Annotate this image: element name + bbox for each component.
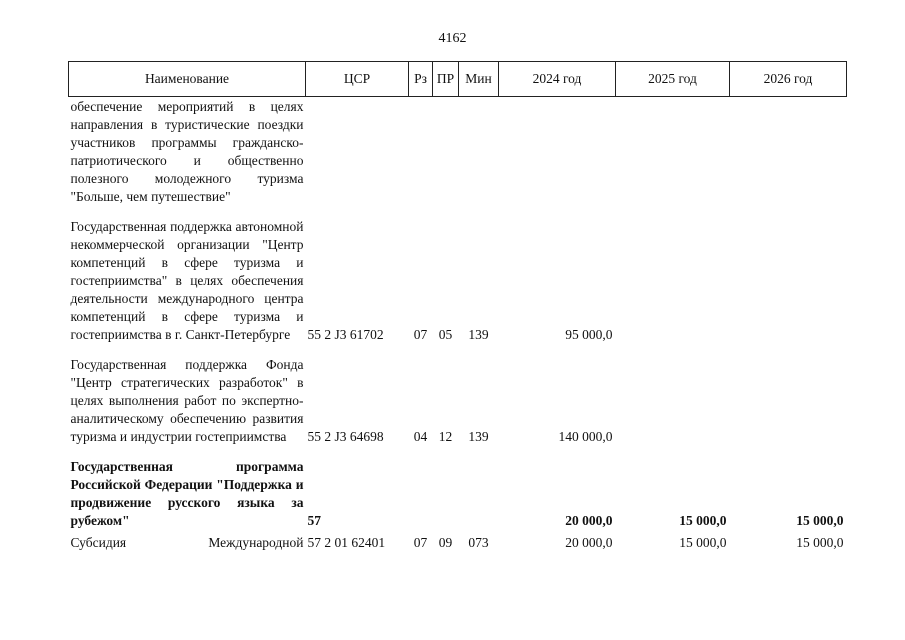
row-csr: 55 2 J3 61702 (307, 327, 384, 342)
row-name-left: Субсидия (70, 535, 127, 550)
table-header-row (69, 62, 847, 97)
row-name (69, 534, 306, 552)
row-rz: 04 (413, 429, 428, 444)
row-pr (433, 458, 459, 530)
row-min (459, 458, 499, 530)
row-rz (409, 458, 433, 530)
row-rz (409, 97, 433, 207)
header-rz: Рз (409, 62, 433, 97)
row-min: 139 (468, 429, 489, 444)
row-2026 (730, 97, 847, 207)
row-2024 (499, 97, 616, 207)
row-csr: 57 2 01 62401 (307, 535, 386, 550)
row-name: Государственная программа Российской Федерации "Поддержка и продвижение русского языка за рубежом" (70, 459, 304, 528)
row-2024: 140 000,0 (558, 429, 613, 444)
budget-table (68, 61, 847, 552)
table-row (69, 356, 847, 446)
row-2025: 15 000,0 (679, 535, 727, 550)
header-csr: ЦСР (306, 62, 409, 97)
row-2026: 15 000,0 (796, 513, 844, 528)
header-min: Мин (459, 62, 499, 97)
row-name: Государственная поддержка Фонда "Центр стратегических разработок" в целях выполнения работ по экспертно-аналитическому обеспечению развития туризма и индустрии гостеприимства (70, 357, 304, 444)
row-pr: 09 (438, 535, 453, 550)
row-rz: 07 (413, 535, 428, 550)
header-2025: 2025 год (616, 62, 730, 97)
row-2026 (730, 218, 847, 344)
row-pr: 12 (438, 429, 453, 444)
row-name: обеспечение мероприятий в целях направления в туристические поездки участников программы гражданско-патриотического и общественно полезного молодежного туризма "Больше, чем путешествие" (70, 99, 304, 204)
row-csr (306, 97, 409, 207)
row-min: 139 (468, 327, 489, 342)
header-2026: 2026 год (730, 62, 847, 97)
row-2026: 15 000,0 (796, 535, 844, 550)
row-2025: 15 000,0 (679, 513, 727, 528)
row-2024: 95 000,0 (565, 327, 613, 342)
header-name: Наименование (69, 62, 306, 97)
page-number: 4162 (438, 31, 467, 46)
row-name: Государственная поддержка автономной некоммерческой организации "Центр компетенций в сфере туризма и гостеприимства" в целях обеспечения деятельности международного центра компетенций в сфере туризма и гостеприимства в г. Санкт-Петербурге (70, 219, 304, 342)
row-2025 (616, 356, 730, 446)
row-csr: 57 (307, 513, 321, 528)
row-name-right: Международной (208, 535, 304, 550)
header-pr: ПР (433, 62, 459, 97)
row-min (459, 97, 499, 207)
row-pr (433, 97, 459, 207)
table-row-program (69, 458, 847, 530)
table-row (69, 534, 847, 552)
table-row (69, 97, 847, 207)
row-2024: 20 000,0 (565, 513, 613, 528)
row-2024: 20 000,0 (565, 535, 613, 550)
row-2025 (616, 97, 730, 207)
row-2025 (616, 218, 730, 344)
table-row (69, 218, 847, 344)
row-min: 073 (468, 535, 489, 550)
row-pr: 05 (438, 327, 453, 342)
row-2026 (730, 356, 847, 446)
row-csr: 55 2 J3 64698 (307, 429, 384, 444)
header-2024: 2024 год (499, 62, 616, 97)
row-rz: 07 (413, 327, 428, 342)
